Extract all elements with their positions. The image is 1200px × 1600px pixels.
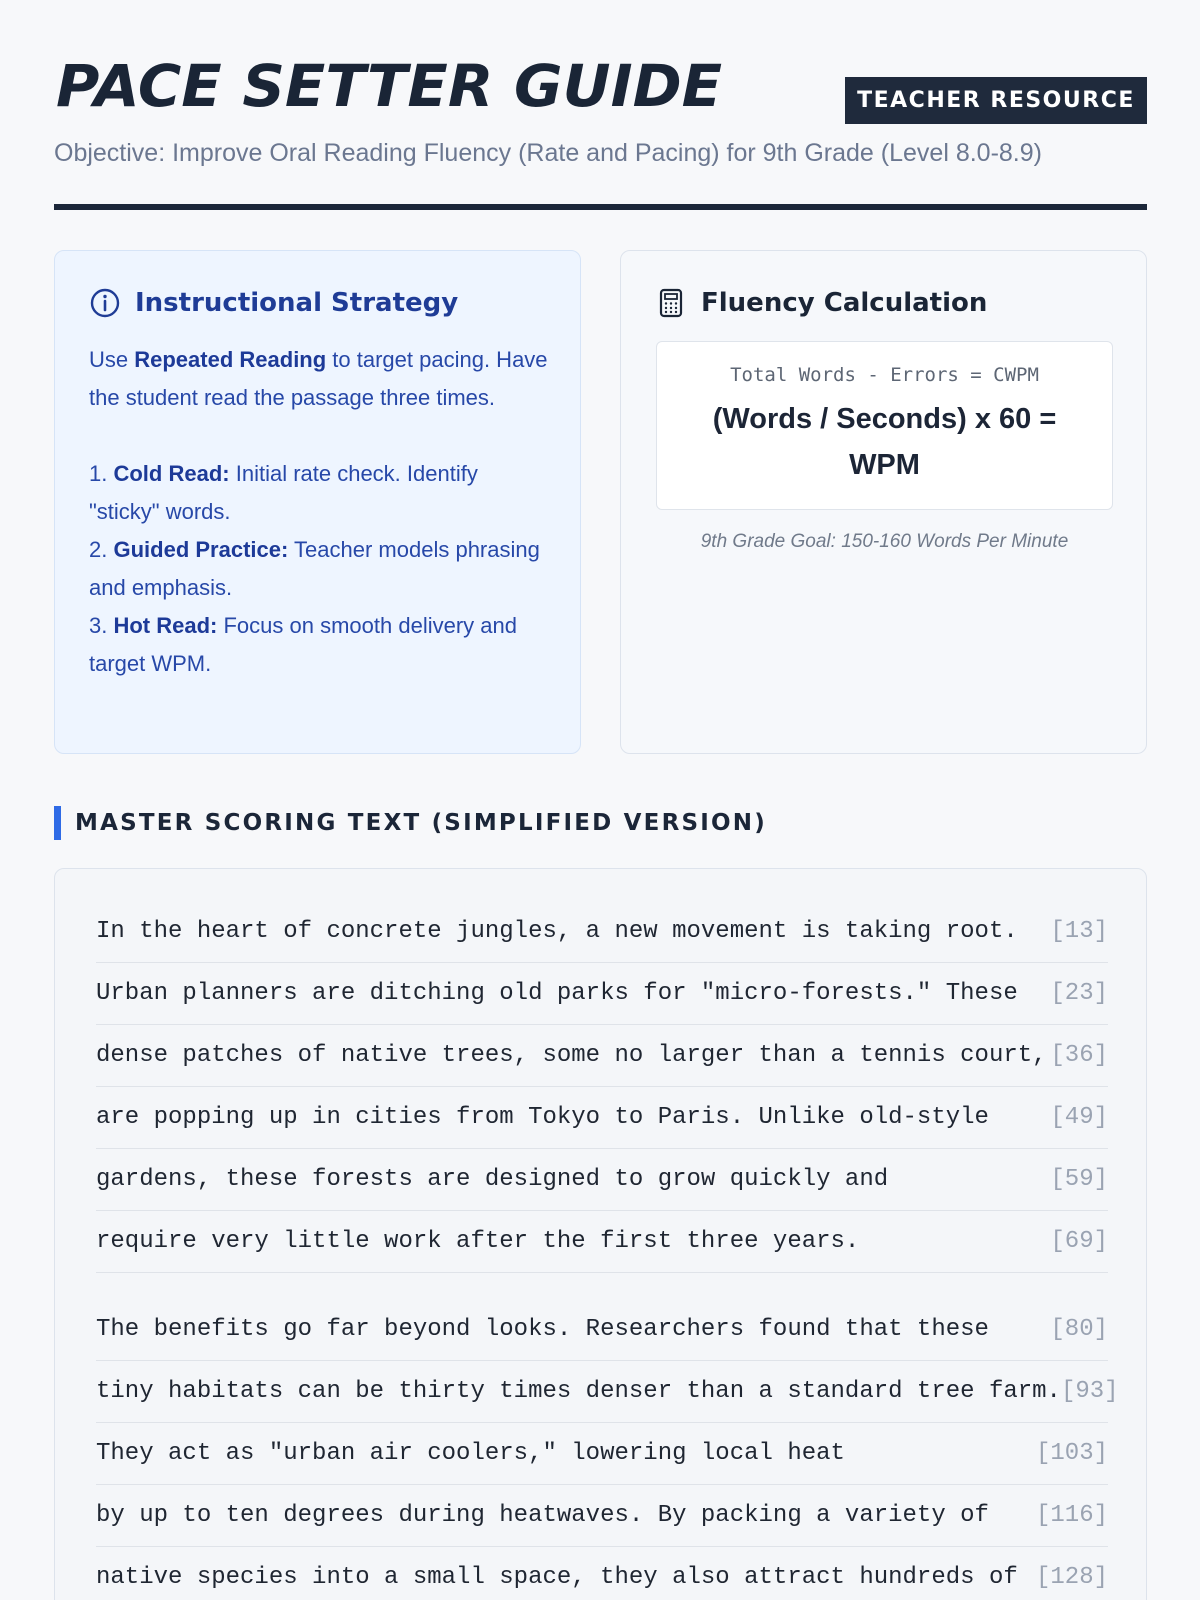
text-line <box>96 1361 1119 1423</box>
strategy-intro <box>89 341 549 417</box>
step-number: 2. <box>89 537 108 562</box>
page-title: PACE SETTER GUIDE <box>56 52 723 120</box>
step-item <box>89 455 549 531</box>
objective-subtitle: Objective: Improve Oral Reading Fluency (Rate and Pacing) for 9th Grade (Level 8.0-8.9) <box>54 139 1042 167</box>
resource-badge: TEACHER RESOURCE <box>845 77 1147 124</box>
spacer <box>89 417 549 455</box>
step-text: Initial rate check. Identify "sticky" words. <box>89 461 478 524</box>
line-text: by up to ten degrees during heatwaves. By packing a variety of <box>96 1502 989 1529</box>
line-text: Urban planners are ditching old parks for "micro-forests." These <box>96 980 1018 1007</box>
text-line <box>96 1547 1108 1600</box>
calc-title: Fluency Calculation <box>701 288 988 318</box>
word-count: [49] <box>1050 1104 1108 1131</box>
header <box>54 0 1147 210</box>
page <box>54 0 1147 1591</box>
section-header <box>54 806 767 840</box>
line-text: tiny habitats can be thirty times denser than a standard tree farm. <box>96 1378 1061 1405</box>
cards-row <box>54 250 1147 754</box>
text-line <box>96 963 1108 1025</box>
step-item <box>89 531 549 607</box>
text-line <box>96 901 1108 963</box>
text-line <box>96 1423 1108 1485</box>
formula-box <box>656 341 1113 510</box>
intro-text-end: to target pacing. Have the student read the passage three times. <box>89 347 548 410</box>
word-count: [69] <box>1050 1228 1108 1255</box>
word-count: [116] <box>1035 1502 1108 1529</box>
grade-goal: 9th Grade Goal: 150-160 Words Per Minute <box>700 531 1069 552</box>
text-line <box>96 1211 1108 1273</box>
text-line <box>96 1299 1108 1361</box>
text-line <box>96 1087 1108 1149</box>
line-text: require very little work after the first three years. <box>96 1228 860 1255</box>
step-label: Guided Practice: <box>113 537 289 562</box>
word-count: [36] <box>1050 1042 1108 1069</box>
scoring-text-card <box>54 868 1147 1600</box>
strategy-body <box>89 341 549 683</box>
wpm-formula: (Words / Seconds) x 60 = WPM <box>712 403 1057 481</box>
header-divider <box>54 204 1147 210</box>
word-count: [103] <box>1035 1440 1108 1467</box>
line-text: In the heart of concrete jungles, a new movement is taking root. <box>96 918 1018 945</box>
section-accent-bar <box>54 806 61 840</box>
calc-card-header <box>655 287 987 319</box>
cwpm-formula: Total Words - Errors = CWPM <box>730 364 1039 386</box>
fluency-calculation-card <box>620 250 1147 754</box>
word-count: [13] <box>1050 918 1108 945</box>
line-text: gardens, these forests are designed to grow quickly and <box>96 1166 889 1193</box>
paragraph-gap <box>96 1273 1108 1299</box>
word-count: [128] <box>1035 1564 1108 1591</box>
step-item <box>89 607 549 683</box>
line-text: They act as "urban air coolers," lowering local heat <box>96 1440 845 1467</box>
line-text: native species into a small space, they also attract hundreds of <box>96 1564 1018 1591</box>
line-text: are popping up in cities from Tokyo to Paris. Unlike old-style <box>96 1104 989 1131</box>
calculator-icon <box>655 287 687 319</box>
text-line <box>96 1025 1108 1087</box>
word-count: [80] <box>1050 1316 1108 1343</box>
step-text: Teacher models phrasing and emphasis. <box>89 537 540 600</box>
strategy-card <box>54 250 581 754</box>
step-label: Cold Read: <box>113 461 230 486</box>
line-text: The benefits go far beyond looks. Researchers found that these <box>96 1316 989 1343</box>
word-count: [23] <box>1050 980 1108 1007</box>
word-count: [93] <box>1060 1378 1119 1405</box>
step-label: Hot Read: <box>113 613 218 638</box>
step-number: 1. <box>89 461 108 486</box>
step-text: Focus on smooth delivery and target WPM. <box>89 613 517 676</box>
intro-text: Use <box>89 347 135 372</box>
text-line <box>96 1149 1108 1211</box>
scoring-lines <box>96 901 1119 1600</box>
word-count: [59] <box>1050 1166 1108 1193</box>
intro-bold: Repeated Reading <box>134 347 327 372</box>
info-icon <box>89 287 121 319</box>
strategy-title: Instructional Strategy <box>135 288 459 318</box>
text-line <box>96 1485 1108 1547</box>
section-title: MASTER SCORING TEXT (SIMPLIFIED VERSION) <box>75 810 767 836</box>
strategy-card-header <box>89 287 458 319</box>
step-number: 3. <box>89 613 108 638</box>
line-text: dense patches of native trees, some no larger than a tennis court, <box>96 1042 1047 1069</box>
